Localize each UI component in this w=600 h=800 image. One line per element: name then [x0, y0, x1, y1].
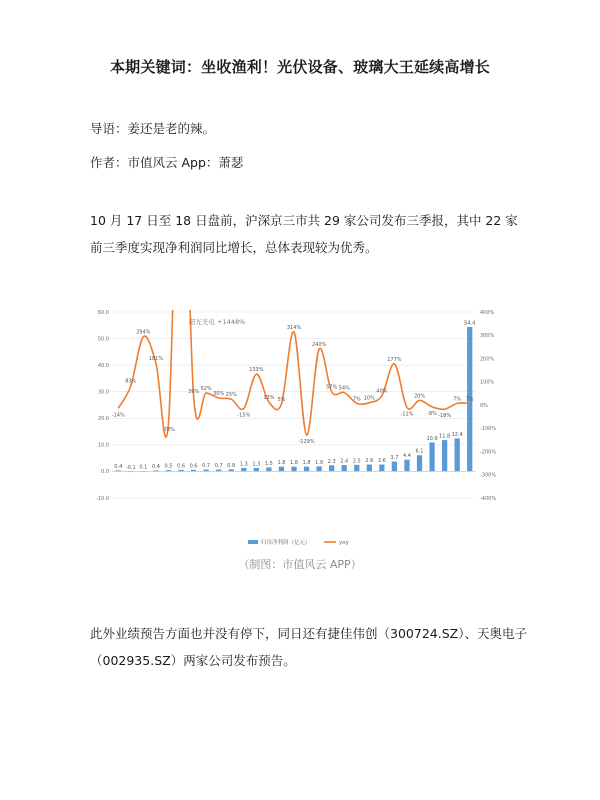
bar — [291, 467, 296, 472]
bar — [241, 468, 246, 471]
yoy-data-label: 181% — [148, 355, 164, 362]
bar-data-label: 0.4 — [114, 463, 123, 470]
bar-data-label: 12.4 — [451, 431, 463, 438]
yoy-data-label: 52% — [200, 385, 212, 392]
y-tick-right: -400% — [480, 495, 497, 502]
yoy-data-label: 7% — [352, 396, 361, 403]
bar — [417, 455, 422, 471]
legend-label-bar: 归母净利润（亿元） — [261, 540, 311, 546]
yoy-line — [118, 300, 469, 437]
profit-chart — [88, 300, 520, 550]
y-tick-right: -300% — [480, 472, 497, 479]
bar-data-label: 2.5 — [352, 458, 361, 465]
bar-data-label: 1.3 — [252, 461, 261, 468]
bar — [429, 442, 434, 471]
y-tick-right: 300% — [480, 333, 495, 340]
bar-data-label: 1.8 — [277, 460, 286, 467]
yoy-data-label: 83% — [125, 378, 137, 385]
yoy-data-label: -78% — [162, 427, 175, 434]
article-lead: 导语：姜还是老的辣。 — [90, 121, 216, 136]
bar — [279, 467, 284, 472]
bar — [304, 467, 309, 472]
y-tick-right: 0% — [480, 402, 488, 409]
y-tick-left: 30.0 — [97, 389, 109, 396]
yoy-data-label: -8% — [427, 410, 437, 417]
bar-data-label: 0.6 — [177, 463, 186, 470]
yoy-data-label: 39% — [188, 388, 200, 395]
bar-data-label: 0.7 — [202, 463, 211, 470]
y-tick-right: 200% — [480, 356, 495, 363]
bar-data-label: 1.5 — [264, 460, 273, 467]
legend-swatch-bar — [248, 540, 258, 544]
y-tick-right: 100% — [480, 379, 495, 386]
y-tick-left: 10.0 — [97, 442, 109, 449]
bar-data-label: 4.4 — [402, 453, 411, 460]
bar-data-label: 2.6 — [377, 458, 386, 465]
yoy-data-label: 40% — [376, 388, 388, 395]
bar — [316, 466, 321, 471]
bar-data-label: 0.5 — [164, 463, 173, 470]
bar-data-label: 2.3 — [327, 458, 336, 465]
bar-data-label: 0.7 — [214, 463, 223, 470]
y-tick-right: -200% — [480, 449, 497, 456]
y-tick-left: 60.0 — [97, 309, 109, 316]
article-title: 本期关键词：坐收渔利！光伏设备、玻璃大王延续高增长 — [109, 58, 490, 76]
yoy-data-label: 57% — [326, 384, 338, 391]
bar-data-label: 3.7 — [390, 455, 399, 462]
y-tick-left: 0.0 — [101, 469, 109, 476]
yoy-data-label: 10% — [363, 395, 375, 402]
bar-data-label: 6.1 — [415, 448, 424, 455]
bar-data-label: 1.9 — [315, 459, 324, 466]
bar-data-label: 2.6 — [365, 458, 374, 465]
profit-chart-svg — [88, 300, 520, 550]
y-tick-left: 20.0 — [97, 416, 109, 423]
article-paragraph-1: 10 月 17 日至 18 日盘前，沪深京三市共 29 家公司发布三季报，其中 22 家前三季度实现净利润同比增长，总体表现较为优秀。 — [90, 213, 518, 255]
bar — [379, 465, 384, 472]
yoy-data-label: 25% — [225, 392, 237, 399]
yoy-data-label: 13% — [263, 394, 275, 401]
bar-data-label: 11.8 — [439, 433, 451, 440]
yoy-data-label: 7% — [465, 396, 474, 403]
y-tick-left: 40.0 — [97, 362, 109, 369]
chart-caption: （制图：市值风云 APP） — [238, 558, 362, 571]
bar-data-label: 54.4 — [464, 320, 476, 327]
yoy-data-label: -11% — [400, 411, 414, 418]
article-paragraph-2: 此外业绩预告方面也并没有停下，同日还有捷佳伟创（300724.SZ）、天奥电子（002935.SZ）两家公司发布预告。 — [90, 626, 527, 668]
bar — [354, 465, 359, 472]
y-tick-left: 50.0 — [97, 336, 109, 343]
yoy-data-label: 177% — [387, 356, 402, 363]
bar — [442, 440, 447, 471]
bar-data-label: 1.3 — [239, 461, 248, 468]
y-tick-right: 400% — [480, 309, 495, 316]
bar — [392, 462, 397, 472]
bar-data-label: 2.4 — [340, 458, 349, 465]
yoy-data-label: -15% — [237, 412, 251, 419]
legend-label-line: yoy — [339, 540, 349, 546]
yoy-data-label: 240% — [311, 342, 327, 349]
bar — [367, 465, 372, 472]
bar-data-label: 0.4 — [151, 463, 160, 470]
yoy-data-label: 7% — [453, 396, 462, 403]
bar-data-label: 1.8 — [290, 460, 298, 467]
yoy-data-label: 133% — [249, 367, 264, 374]
chart-annotation: 阳光光电 +1448% — [189, 318, 246, 326]
bar-data-label: 1.8 — [302, 460, 311, 467]
bar — [342, 465, 347, 471]
bar-data-label: 0.8 — [227, 462, 236, 469]
bar-data-label: 10.9 — [426, 435, 438, 442]
yoy-data-label: 294% — [136, 329, 151, 336]
bar — [455, 438, 460, 471]
bar-data-label: -0.1 — [125, 464, 136, 471]
article-author: 作者：市值风云 App：萧瑟 — [90, 155, 244, 170]
bar — [404, 460, 409, 472]
bar — [254, 468, 259, 471]
bar — [329, 465, 334, 471]
yoy-data-label: 30% — [213, 391, 225, 398]
y-tick-right: -100% — [480, 426, 497, 433]
bar — [266, 467, 271, 471]
yoy-data-label: 54% — [338, 385, 350, 392]
yoy-data-label: 5% — [277, 396, 286, 403]
bar-data-label: 0.6 — [189, 463, 198, 470]
yoy-data-label: 314% — [286, 324, 302, 331]
bar-data-label: 0.1 — [139, 464, 148, 471]
yoy-data-label: -14% — [111, 412, 125, 419]
bar — [229, 469, 234, 471]
yoy-data-label: -129% — [298, 438, 315, 445]
yoy-data-label: -18% — [438, 413, 452, 420]
yoy-data-label: 20% — [413, 393, 426, 400]
y-tick-left: -10.0 — [96, 495, 109, 502]
